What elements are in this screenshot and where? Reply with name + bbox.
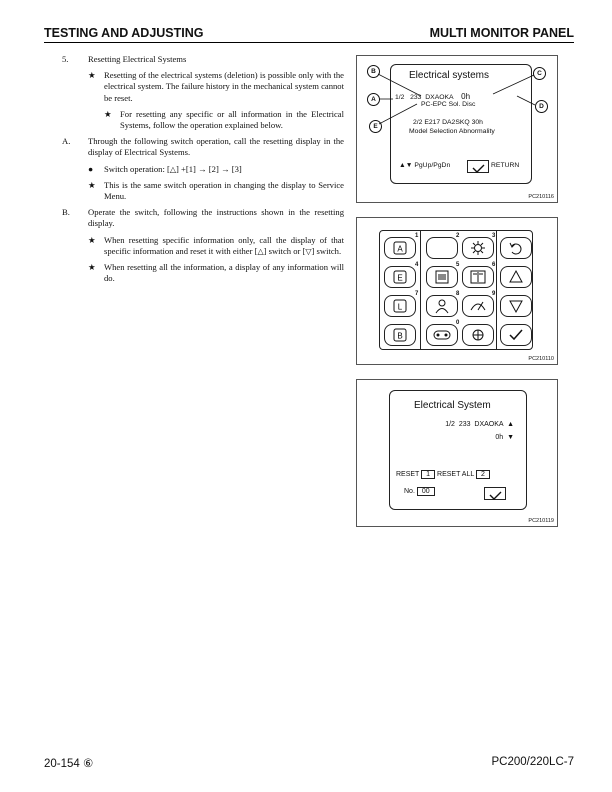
footer-model: PC200/220LC-7 bbox=[491, 756, 574, 768]
stepB-note2: When resetting all the information, a display of any information will do. bbox=[104, 262, 344, 284]
keypad-divider bbox=[496, 231, 497, 349]
screen-line1: 1/2 233 DXAOKA 0h bbox=[395, 92, 471, 101]
svg-text:E: E bbox=[397, 273, 403, 283]
check-icon[interactable] bbox=[484, 487, 506, 500]
star-icon: ★ bbox=[104, 108, 112, 119]
reset-title: Electrical System bbox=[414, 400, 491, 411]
key-number-0: 0 bbox=[456, 320, 460, 326]
footer-page-number: 20-154 ⑥ bbox=[44, 758, 94, 770]
reset-value[interactable]: 1 bbox=[421, 470, 435, 479]
number-value[interactable]: 00 bbox=[417, 487, 435, 496]
stepA-number: A. bbox=[62, 136, 71, 147]
figure-reset-display bbox=[356, 379, 558, 527]
stepB-number: B. bbox=[62, 207, 70, 218]
key-5-book[interactable] bbox=[462, 266, 494, 288]
bullet-icon: ● bbox=[88, 163, 94, 174]
key-l[interactable] bbox=[384, 295, 416, 317]
star-icon: ★ bbox=[88, 234, 96, 245]
stepA-switch-op: Switch operation: [△] +[1] → [2] → [3] bbox=[104, 163, 242, 174]
screen-return: RETURN bbox=[491, 162, 520, 169]
key-7-operator[interactable] bbox=[426, 295, 458, 317]
key-number-8: 8 bbox=[456, 291, 460, 297]
screen-line4: Model Selection Abnormality bbox=[409, 128, 495, 135]
stepA-text: Through the following switch operation, call the resetting display in the display of Electrical Systems. bbox=[88, 136, 344, 158]
key-number-1: 1 bbox=[415, 233, 419, 239]
key-e[interactable] bbox=[384, 266, 416, 288]
svg-text:B: B bbox=[397, 331, 403, 341]
reset-controls bbox=[396, 471, 490, 478]
key-up[interactable] bbox=[500, 266, 532, 288]
callout-d: D bbox=[535, 100, 548, 113]
reset-row2: 0h ▼ bbox=[495, 434, 514, 441]
keypad-divider bbox=[420, 231, 421, 349]
stepB-text: Operate the switch, following the instructions shown in the resetting display. bbox=[88, 207, 344, 229]
svg-text:A: A bbox=[397, 244, 403, 254]
note1: Resetting of the electrical systems (deletion) is possible only with the electrical system. The failure history in the mechanical system cannot be reset. bbox=[104, 70, 344, 103]
key-4-menu[interactable] bbox=[426, 266, 458, 288]
key-9-track[interactable] bbox=[426, 324, 458, 346]
star-icon: ★ bbox=[88, 70, 96, 81]
key-2-brightness[interactable] bbox=[462, 237, 494, 259]
key-1[interactable] bbox=[426, 237, 458, 259]
triangle-up-icon: △ bbox=[169, 164, 177, 174]
figure-label: PC210116 bbox=[528, 194, 554, 200]
note1-sub: For resetting any specific or all information in the Electrical Systems, follow the operation explained below. bbox=[120, 108, 344, 131]
number-row bbox=[404, 488, 435, 495]
key-number-4: 4 bbox=[415, 262, 419, 268]
key-number-7: 7 bbox=[415, 291, 419, 297]
key-number-5: 5 bbox=[456, 262, 460, 268]
star-icon: ★ bbox=[88, 262, 96, 273]
stepA-note: This is the same switch operation in changing the display to Service Menu. bbox=[104, 179, 344, 202]
triangle-up-icon: △ bbox=[257, 246, 264, 256]
step5-number: 5. bbox=[62, 54, 69, 64]
keypad-panel bbox=[379, 230, 533, 350]
key-b[interactable] bbox=[384, 324, 416, 346]
callout-a: A bbox=[367, 93, 380, 106]
figure-keypad bbox=[356, 217, 558, 365]
svg-text:L: L bbox=[397, 302, 403, 312]
key-8-wiper[interactable] bbox=[462, 295, 494, 317]
screen-line3: 2/2 E217 DA2SKQ 30h bbox=[413, 119, 483, 126]
header-left: TESTING AND ADJUSTING bbox=[44, 26, 204, 40]
header-rule bbox=[44, 42, 574, 43]
reset-label: RESET bbox=[396, 471, 420, 478]
reset-all-value[interactable]: 2 bbox=[476, 470, 490, 479]
screen-title: Electrical systems bbox=[409, 70, 490, 81]
figure-label: PC210119 bbox=[528, 518, 554, 524]
instructions bbox=[62, 54, 344, 289]
reset-row1: 1/2 233 DXAOKA ▲ bbox=[445, 421, 514, 428]
key-0-washer[interactable] bbox=[462, 324, 494, 346]
reset-screen bbox=[389, 390, 527, 510]
callout-leader-lines bbox=[357, 56, 557, 202]
key-confirm[interactable] bbox=[500, 324, 532, 346]
key-number-3: 3 bbox=[492, 233, 496, 239]
screen-line2: PC-EPC Sol. Disc bbox=[421, 101, 476, 108]
header-right: MULTI MONITOR PANEL bbox=[429, 26, 574, 40]
figure-electrical-systems bbox=[356, 55, 558, 203]
star-icon: ★ bbox=[88, 179, 96, 190]
callout-c: C bbox=[533, 67, 546, 80]
key-a[interactable] bbox=[384, 237, 416, 259]
figure-label: PC210110 bbox=[528, 356, 554, 362]
callout-b: B bbox=[367, 65, 380, 78]
reset-all-label: RESET ALL bbox=[437, 471, 474, 478]
step5-title: Resetting Electrical Systems bbox=[88, 54, 187, 64]
triangle-down-icon: ▽ bbox=[305, 246, 312, 256]
key-number-9: 9 bbox=[492, 291, 496, 297]
key-3-return[interactable] bbox=[500, 237, 532, 259]
screen-nav: ▲▼ PgUp/PgDn bbox=[399, 162, 451, 169]
key-number-2: 2 bbox=[456, 233, 460, 239]
callout-e: E bbox=[369, 120, 382, 133]
key-down[interactable] bbox=[500, 295, 532, 317]
stepB-note1: When resetting specific information only, call the display of that specific information and reset it with either [△] switch or [▽] switch. bbox=[104, 234, 344, 256]
key-number-6: 6 bbox=[492, 262, 496, 268]
number-label: No. bbox=[404, 488, 415, 495]
